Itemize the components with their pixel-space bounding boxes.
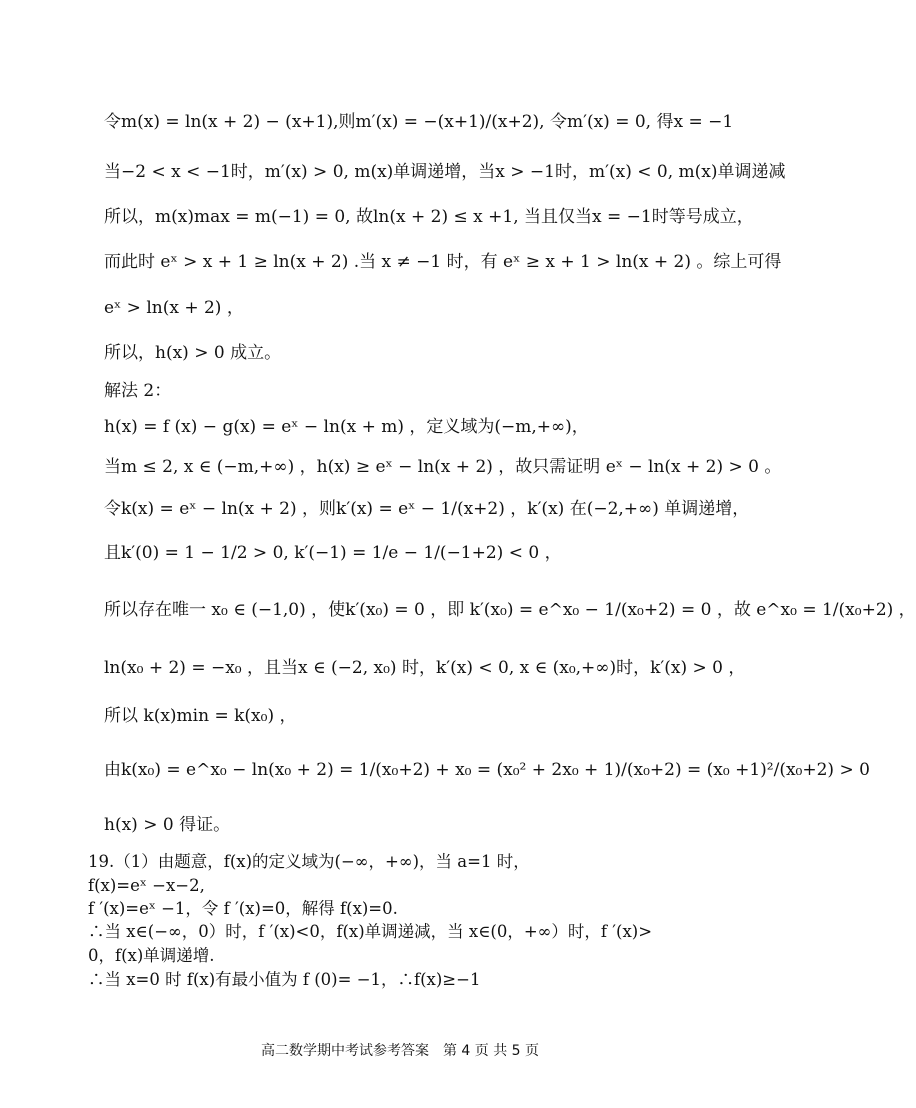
- page-footer: 高二数学期中考试参考答案 第 4 页 共 5 页: [260, 1043, 540, 1059]
- math-line: 而此时 eˣ > x + 1 ≥ ln(x + 2) .当 x ≠ −1 时，有 eˣ ≥ x + 1 > ln(x + 2) 。综上可得: [104, 252, 782, 272]
- math-line: h(x) > 0 得证。: [104, 815, 231, 835]
- problem-line: ∴当 x∈(−∞，0）时，f ′(x)<0，f(x)单调递减，当 x∈(0，+∞）时，f ′(x)>: [88, 922, 653, 941]
- math-line: 令m(x) = ln(x + 2) − (x+1),则m′(x) = −(x+1)/(x+2), 令m′(x) = 0, 得x = −1: [104, 112, 734, 132]
- problem-line: f(x)=eˣ −x−2,: [88, 876, 205, 895]
- math-line: 令k(x) = eˣ − ln(x + 2) ，则k′(x) = eˣ − 1/(x+2) ，k′(x) 在(−2,+∞) 单调递增，: [104, 499, 750, 519]
- problem-line: ∴当 x=0 时 f(x)有最小值为 f (0)= −1，∴f(x)≥−1: [88, 970, 481, 989]
- math-line: 由k(x₀) = e^x₀ − ln(x₀ + 2) = 1/(x₀+2) + x₀ = (x₀² + 2x₀ + 1)/(x₀+2) = (x₀ +1)²/(x₀+2) > 0: [104, 760, 870, 780]
- math-line: 当−2 < x < −1时，m′(x) > 0, m(x)单调递增，当x > −1时，m′(x) < 0, m(x)单调递减: [104, 162, 786, 182]
- math-line: 所以存在唯一 x₀ ∈ (−1,0) ，使k′(x₀) = 0 ，即 k′(x₀) = e^x₀ − 1/(x₀+2) = 0 ，故 e^x₀ = 1/(x₀+2) ，: [104, 600, 916, 620]
- math-line: eˣ > ln(x + 2) ，: [104, 298, 244, 318]
- problem-line: 19.（1）由题意，f(x)的定义域为(−∞，+∞)，当 a=1 时，: [88, 852, 530, 871]
- math-line: 且k′(0) = 1 − 1/2 > 0, k′(−1) = 1/e − 1/(−1+2) < 0 ，: [104, 543, 562, 563]
- math-line: h(x) = f (x) − g(x) = eˣ − ln(x + m) ，定义域为(−m,+∞)，: [104, 417, 589, 437]
- math-line: ln(x₀ + 2) = −x₀ ，且当x ∈ (−2, x₀) 时，k′(x) < 0, x ∈ (x₀,+∞)时，k′(x) > 0 ，: [104, 658, 746, 678]
- problem-line: f ′(x)=eˣ −1，令 f ′(x)=0，解得 f(x)=0.: [88, 899, 398, 918]
- section-heading: 解法 2：: [104, 381, 172, 401]
- math-line: 当m ≤ 2, x ∈ (−m,+∞) ，h(x) ≥ eˣ − ln(x + 2) ，故只需证明 eˣ − ln(x + 2) > 0 。: [104, 457, 782, 477]
- math-line: 所以，m(x)max = m(−1) = 0, 故ln(x + 2) ≤ x +1, 当且仅当x = −1时等号成立，: [104, 207, 754, 227]
- problem-line: 0，f(x)单调递增.: [88, 946, 215, 965]
- math-line: 所以，h(x) > 0 成立。: [104, 343, 282, 363]
- math-line: 所以 k(x)min = k(x₀) ，: [104, 706, 297, 726]
